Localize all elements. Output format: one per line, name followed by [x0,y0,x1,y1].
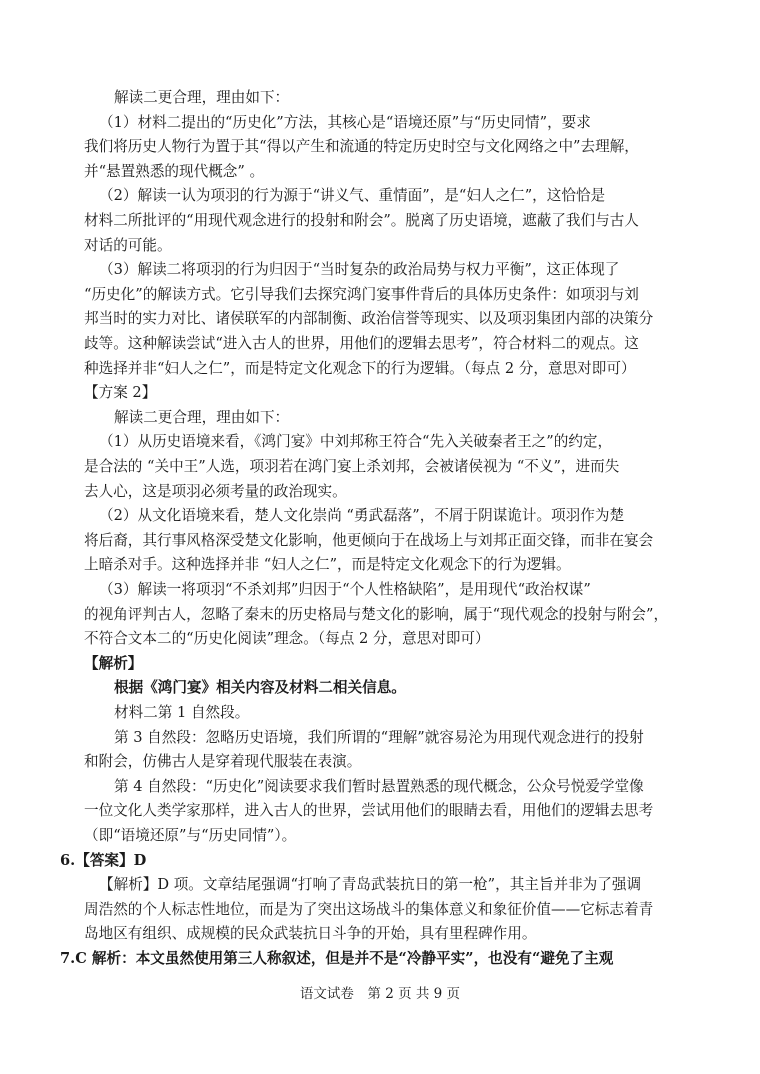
text-line: 解读二更合理，理由如下： [114,408,290,426]
text-line: （2）解读一认为项羽的行为源于“讲义气、重情面”，是“妇人之仁”，这恰恰是 [99,187,606,205]
text-line: 并“悬置熟悉的现代概念” 。 [84,162,265,180]
text-line: 是合法的 “关中王”人选，项羽若在鸿门宴上杀刘邦，会被诸侯视为 “不义”，进而失 [84,458,620,475]
text-line: 根据《鸿门宴》相关内容及材料二相关信息。 [114,679,406,697]
text-line: 对话的可能。 [84,236,172,254]
section-heading: 【解析】 [84,654,143,672]
text-line: 一位文化人类学家那样，进入古人的世界，尝试用他们的眼睛去看，用他们的逻辑去思考 [84,802,654,820]
text-line: 周浩然的个人标志性地位，而是为了突出这场战斗的集体意义和象征价值——它标志着青 [84,900,654,918]
section-heading: 【方案 2】 [84,384,157,402]
text-line: 第 3 自然段：忽略历史语境，我们所谓的“理解”就容易沦为用现代观念进行的投射 [114,728,644,746]
text-line: 材料二所批评的“用现代观念进行的投射和附会”。脱离了历史语境，遮蔽了我们与古人 [84,212,639,229]
text-line: 将后裔，其行事风格深受楚文化影响，他更倾向于在战场上与刘邦正面交锋，而非在宴会 [84,531,654,549]
text-line: （1）材料二提出的“历史化”方法，其核心是“语境还原”与“历史同情”，要求 [99,113,591,131]
text-line: 岛地区有组织、成规模的民众武装抗日斗争的开始，具有里程碑作用。 [84,925,537,943]
text-line: 邦当时的实力对比、诸侯联军的内部制衡、政治信誉等现实、以及项羽集团内部的决策分 [84,310,654,328]
text-line: 种选择并非“妇人之仁”，而是特定文化观念下的行为逻辑。（每点 2 分，意思对即可） [84,359,636,377]
text-line: 【解析】D 项。文章结尾强调“打响了青岛武装抗日的第一枪”，其主旨并非为了强调 [99,876,642,894]
text-line: 材料二第 1 自然段。 [114,704,250,721]
text-line: 和附会，仿佛古人是穿着现代服装在表演。 [84,753,362,771]
text-line: （即“语境还原”与“历史同情”）。 [84,827,297,844]
text-line: 去人心，这是项羽必须考量的政治现实。 [84,482,347,500]
text-line: 7.C 解析：本文虽然使用第三人称叙述，但是并不是“冷静平实”，也没有“避免了主观 [60,950,614,967]
text-line: 上暗杀对手。这种选择并非 “妇人之仁”，而是特定文化观念下的行为逻辑。 [84,556,571,574]
text-line: （2）从文化语境来看，楚人文化崇尚 “勇武磊落”，不屑于阴谋诡计。项羽作为楚 [99,507,625,525]
answer-heading: 6.【答案】D [60,851,147,869]
text-line: 的视角评判古人，忽略了秦末的历史格局与楚文化的影响，属于“现代观念的投射与附会”， [84,605,669,623]
text-line: （3）解读一将项羽“不杀刘邦”归因于“个人性格缺陷”，是用现代“政治权谋” [99,581,591,598]
text-line: 解读二更合理，理由如下： [114,89,290,106]
text-line: 歧等。这种解读尝试“进入古人的世界，用他们的逻辑去思考”，符合材料二的观点。这 [84,335,639,352]
page-footer: 语文试卷 第 2 页 共 9 页 [299,985,461,1002]
text-line: 我们将历史人物行为置于其“得以产生和流通的特定历史时空与文化网络之中”去理解， [84,138,639,156]
text-line: 第 4 自然段：“历史化”阅读要求我们暂时悬置熟悉的现代概念，公众号悦爱学堂像 [114,777,644,795]
text-line: （3）解读二将项羽的行为归因于“当时复杂的政治局势与权力平衡”，这正体现了 [99,261,620,279]
text-line: 不符合文本二的“历史化阅读”理念。（每点 2 分，意思对即可） [84,630,490,648]
text-line: “历史化”的解读方式。它引导我们去探究鸿门宴事件背后的具体历史条件：如项羽与刘 [84,285,639,303]
text-line: （1）从历史语境来看，《鸿门宴》中刘邦称王符合“先入关破秦者王之”的约定， [99,433,613,451]
